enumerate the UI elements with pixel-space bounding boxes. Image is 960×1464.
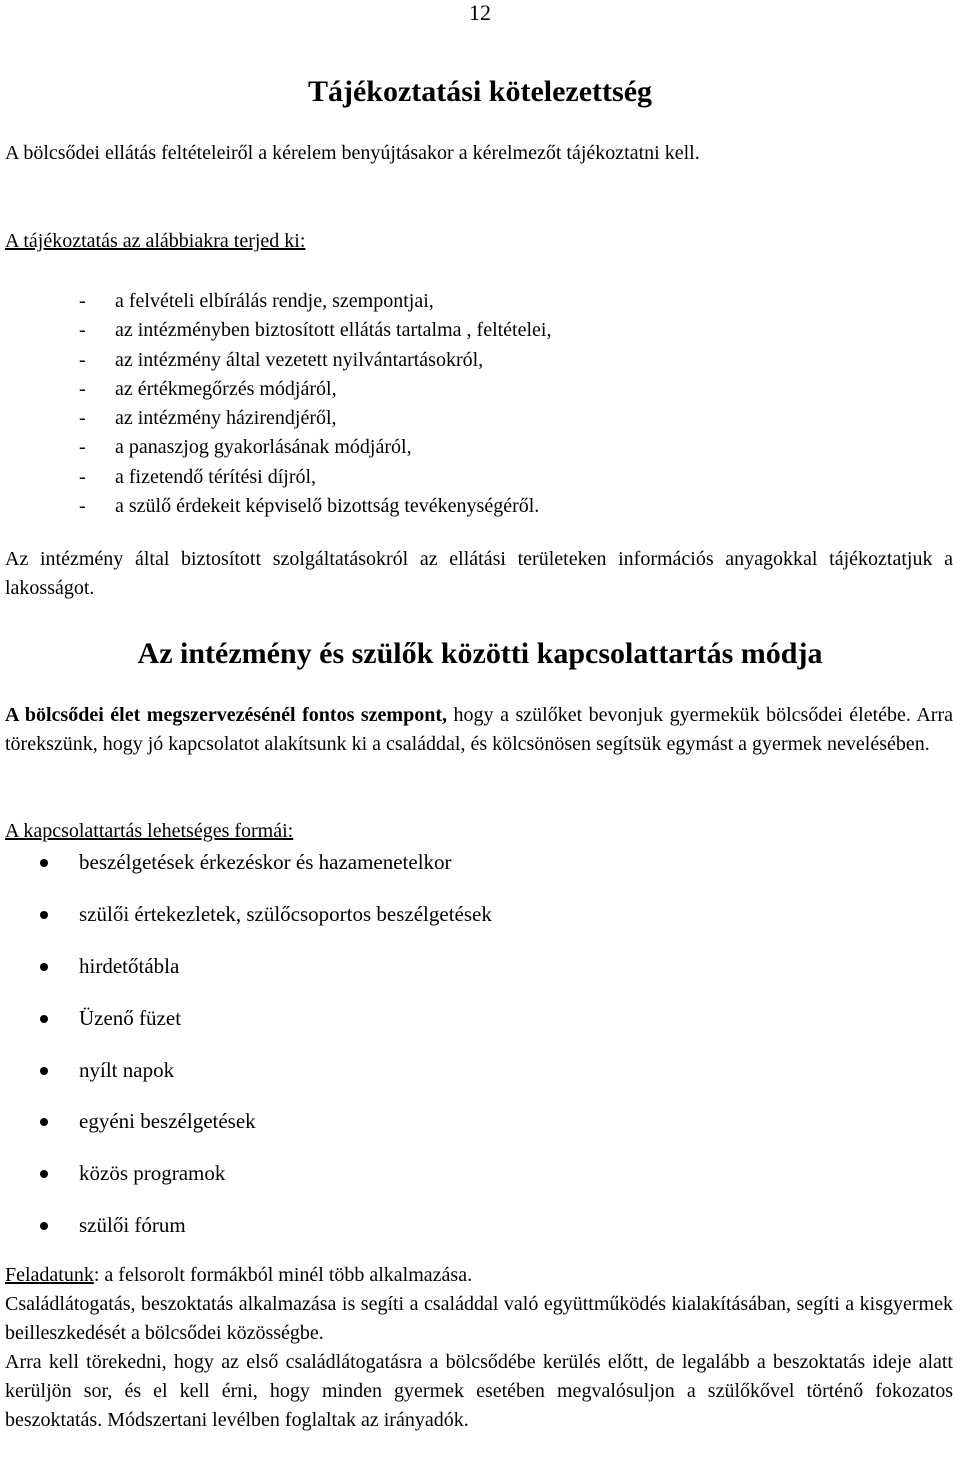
bullet-icon: [40, 1118, 48, 1126]
task-line: [5, 1261, 953, 1289]
section-title-information-duty: Tájékoztatási kötelezettség: [307, 75, 653, 108]
information-materials-paragraph: Az intézmény által biztosított szolgáltatásokról az ellátási területeken információs anyagokkal tájékoztatjuk a lakosságot.: [5, 548, 953, 599]
section-title-parent-contact: Az intézmény és szülők közötti kapcsolattartás módja: [137, 637, 823, 670]
paragraph-text: hogy a szülőket bevonjuk gyermekük bölcsődei életébe. Arra törekszünk, hogy jó kapcsolatot alakítsunk ki a családdal, és kölcsönösen segítsük egymást a gyermek nevelésében.: [5, 704, 953, 755]
family-visit-paragraph: Családlátogatás, beszoktatás alkalmazása is segíti a családdal való együttműködés kialakításában, segíti a kisgyermek beilleszkedését a bölcsődei közösségbe.: [5, 1293, 953, 1344]
bullet-icon: [40, 911, 48, 919]
bullet-icon: [40, 1015, 48, 1023]
contact-forms-heading: A kapcsolattartás lehetséges formái:: [5, 820, 294, 842]
page-number: 12: [469, 0, 491, 25]
task-text: : a felsorolt formákból minél több alkalmazása.: [93, 1264, 473, 1286]
parent-involvement-paragraph: [5, 701, 953, 759]
task-label: Feladatunk: [5, 1264, 94, 1286]
emphasis-text: A bölcsődei élet megszervezésénél fontos szempont,: [5, 704, 447, 726]
bullet-icon: [40, 1222, 48, 1230]
bullet-icon: [40, 963, 48, 971]
bullet-icon: [40, 1170, 48, 1178]
settling-in-paragraph: Arra kell törekedni, hogy az első családlátogatásra a bölcsődébe kerülés előtt, de legalább a beszoktatás ideje alatt kerüljön sor, és el kell érni, hogy minden gyermek esetében megvalósuljon a szülőkővel történő fokozatos beszoktatás. Módszertani levélben foglaltak az irányadók.: [5, 1351, 953, 1431]
bullet-icon: [40, 1067, 48, 1075]
intro-paragraph: A bölcsődei ellátás feltételeiről a kérelem benyújtásakor a kérelmezőt tájékoztatni kell.: [5, 142, 700, 164]
bullet-icon: [40, 859, 48, 867]
scope-heading: A tájékoztatás az alábbiakra terjed ki:: [5, 230, 306, 252]
